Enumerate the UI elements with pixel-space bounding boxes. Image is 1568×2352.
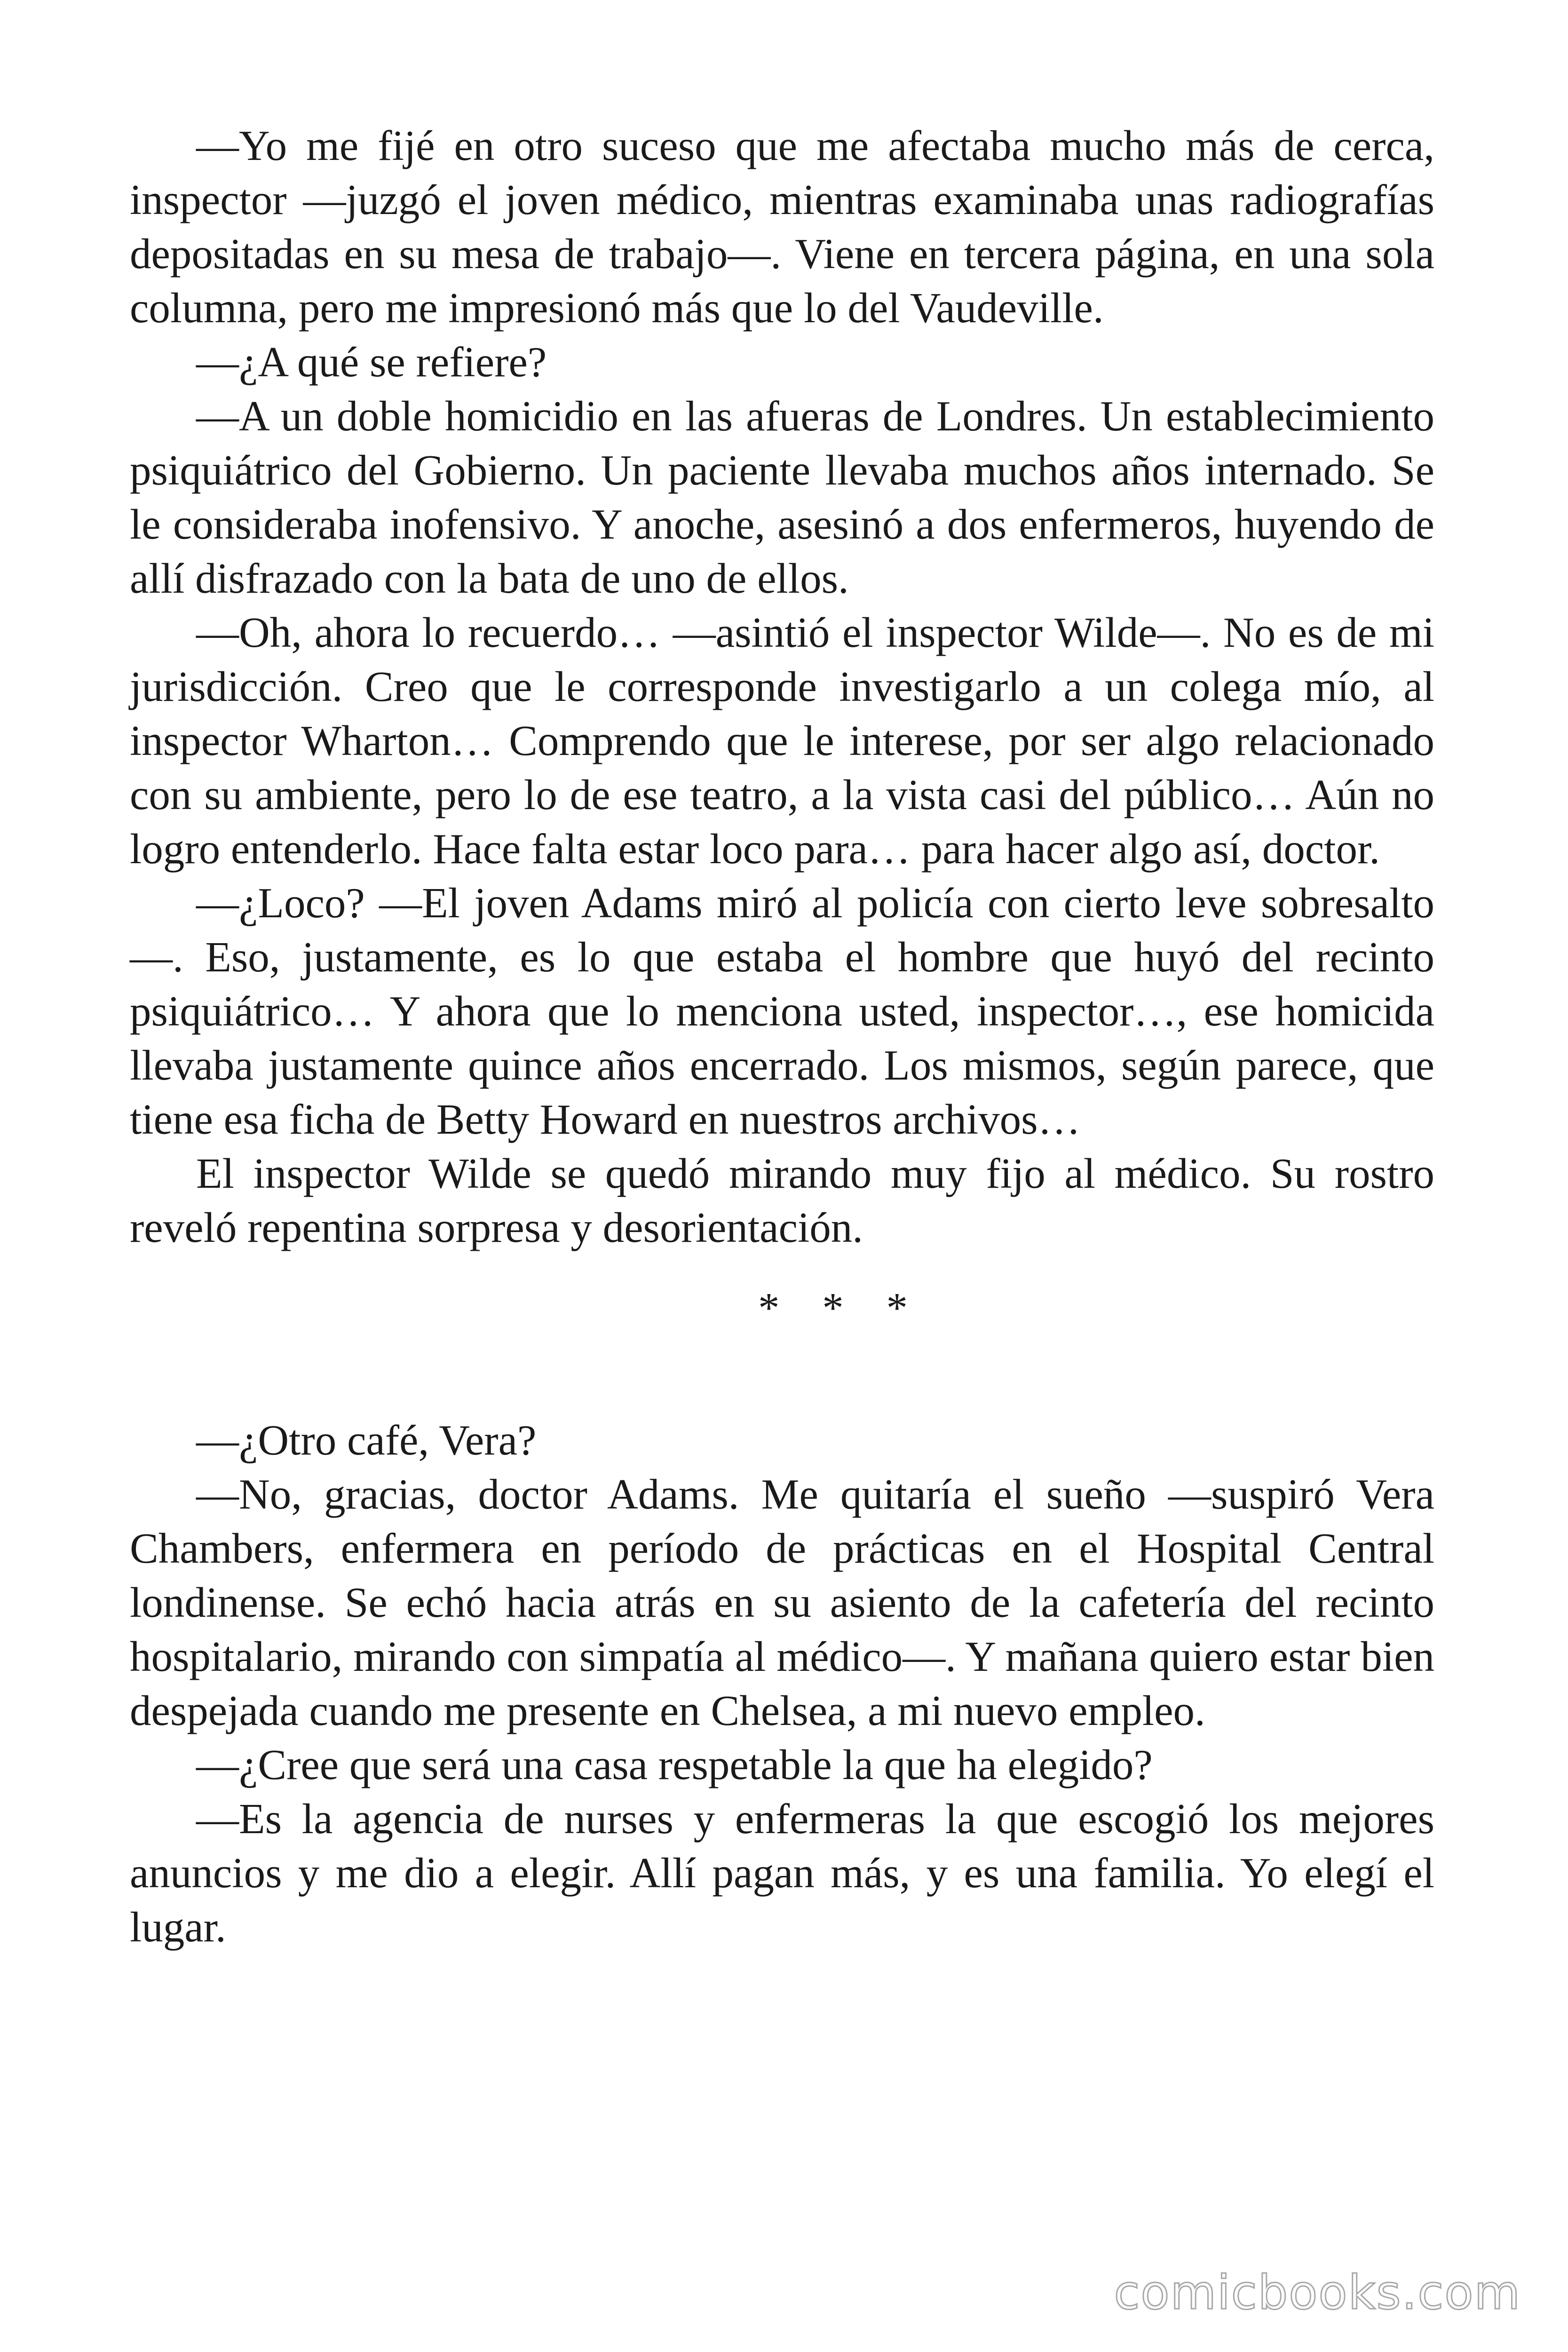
paragraph: —¿Otro café, Vera? [196, 1416, 537, 1464]
paragraph: —¿Cree que será una casa respetable la que ha elegido? [196, 1741, 1153, 1788]
paragraph: —No, gracias, doctor Adams. Me quitaría el sueño —suspiró Vera Chambers, enfermera en período de prácticas en el Hospital Central londinense. Se echó hacia atrás en su asiento de la cafetería del recinto hospitalario, mirando con simpatía al médico—. Y mañana quiero estar bien despejada cuando me presente en Chelsea, a mi nuevo empleo. [130, 1470, 1434, 1734]
section-separator: * * * [758, 1284, 924, 1332]
paragraph: —A un doble homicidio en las afueras de Londres. Un establecimiento psiquiátrico del Gobierno. Un paciente llevaba muchos años internado. Se le consideraba inofensivo. Y anoche, asesinó a dos enfermeros, huyendo de allí disfrazado con la bata de uno de ellos. [130, 392, 1434, 602]
paragraph: —¿A qué se refiere? [196, 338, 547, 386]
watermark: comicbooks.com [1114, 2265, 1521, 2320]
paragraph: —Oh, ahora lo recuerdo… —asintió el inspector Wilde—. No es de mi jurisdicción. Creo que le corresponde investigarlo a un colega mío, al inspector Wharton… Comprendo que le interese, por ser algo relacionado con su ambiente, pero lo de ese teatro, a la vista casi del público… Aún no logro entenderlo. Hace falta estar loco para… para hacer algo así, doctor. [130, 609, 1434, 873]
paragraph: —Yo me fijé en otro suceso que me afectaba mucho más de cerca, inspector —juzgó el joven médico, mientras examinaba unas radiografías depositadas en su mesa de trabajo—. Viene en tercera página, en una sola columna, pero me impresionó más que lo del Vaudeville. [130, 122, 1434, 332]
paragraph: —Es la agencia de nurses y enfermeras la que escogió los mejores anuncios y me dio a elegir. Allí pagan más, y es una familia. Yo elegí el lugar. [130, 1795, 1434, 1951]
paragraph: —¿Loco? —El joven Adams miró al policía con cierto leve sobresalto—. Eso, justamente, es lo que estaba el hombre que huyó del recinto psiquiátrico… Y ahora que lo menciona usted, inspector…, ese homicida llevaba justamente quince años encerrado. Los mismos, según parece, que tiene esa ficha de Betty Howard en nuestros archivos… [130, 879, 1434, 1143]
paragraph: El inspector Wilde se quedó mirando muy fijo al médico. Su rostro reveló repentina sorpresa y desorientación. [130, 1150, 1434, 1251]
page-text [130, 119, 1434, 1954]
